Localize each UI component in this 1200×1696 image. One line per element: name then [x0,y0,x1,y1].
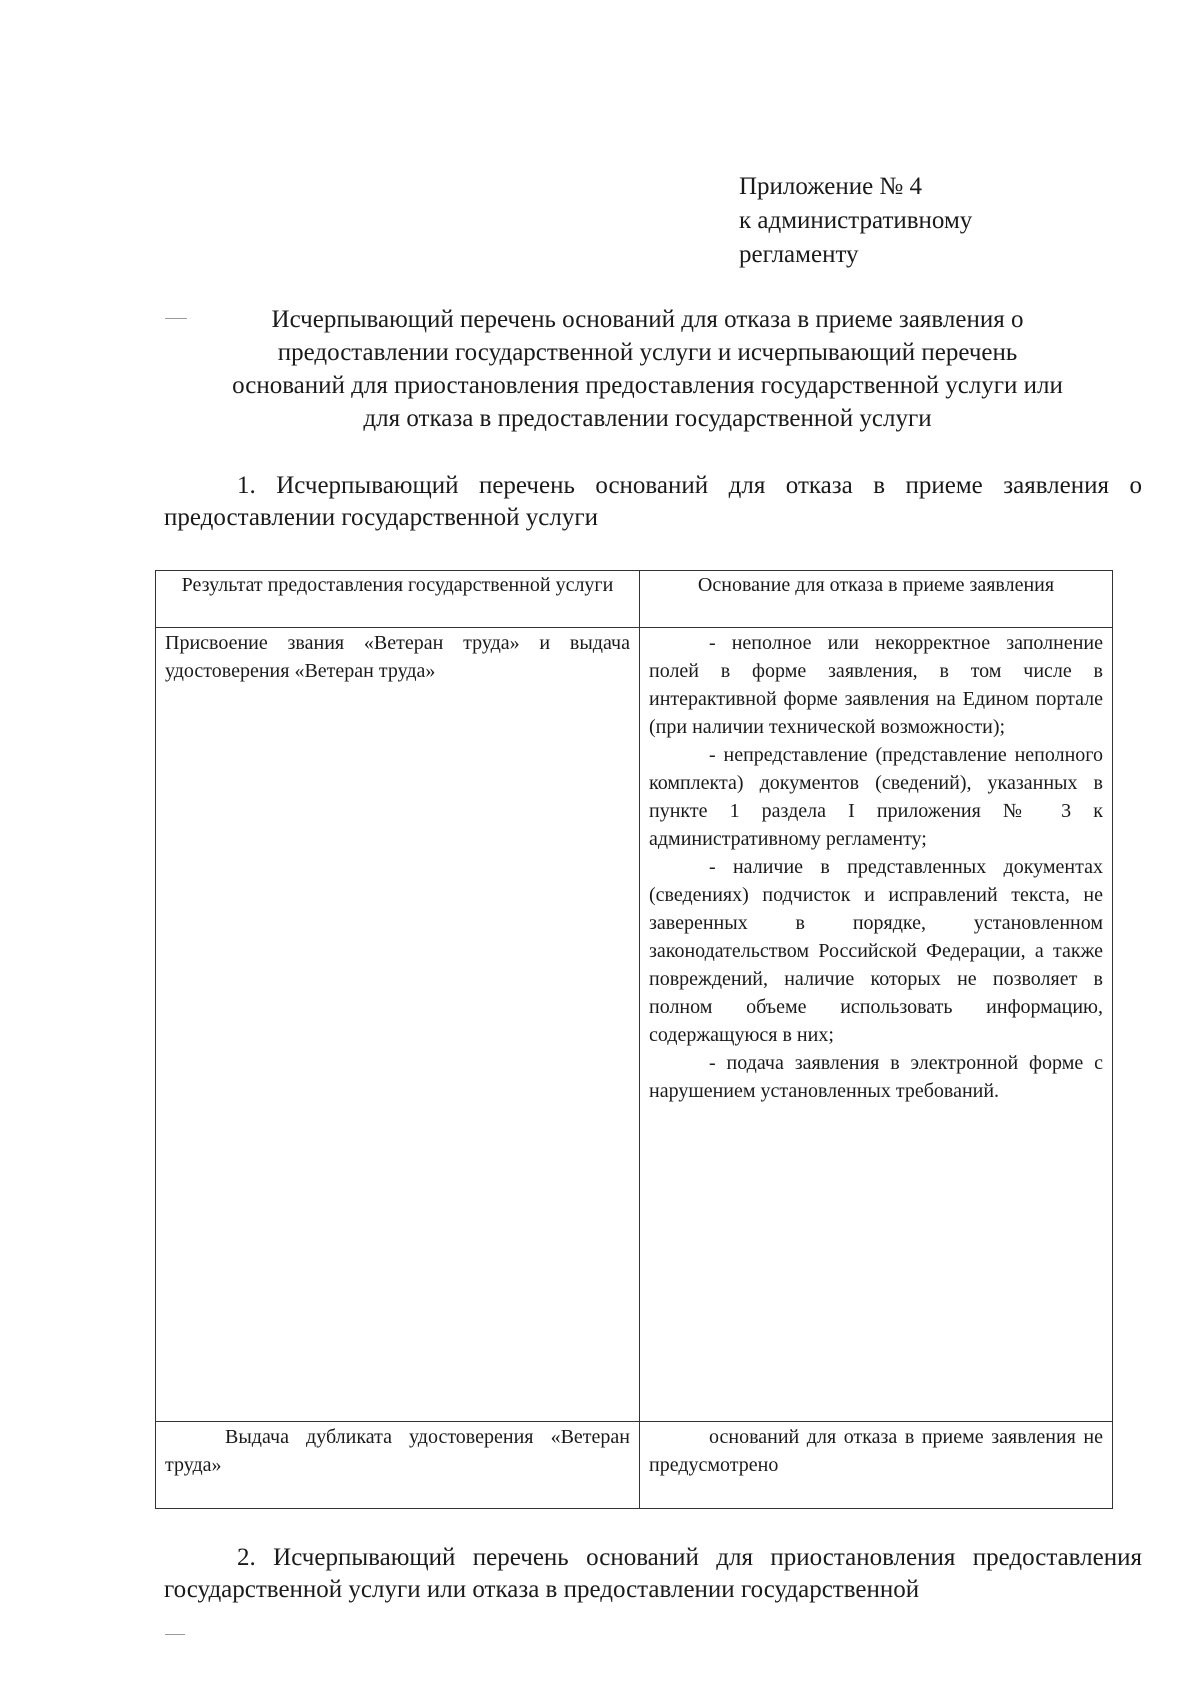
appendix-number: Приложение № 4 [739,173,923,200]
table-row [156,1422,1113,1509]
title-line: Исчерпывающий перечень оснований для отказа в приеме заявления о [271,306,1024,333]
table-row [156,628,1113,1422]
header-grounds: Основание для отказа в приеме заявления [640,571,1113,628]
cell-result: Присвоение звания «Ветеран труда» и выдача удостоверения «Ветеран труда» [156,628,640,1422]
cell-grounds [640,1422,1113,1509]
refusal-grounds-table [155,570,1113,1509]
appendix-reference-cont: регламенту [739,241,859,268]
section-1-heading: 1. Исчерпывающий перечень оснований для отказа в приеме заявления о предоставлении государственной услуги [164,472,1142,531]
appendix-reference: к административному [739,207,973,234]
appendix-heading [739,170,972,272]
title-line: оснований для приостановления предоставления государственной услуги или [232,372,1063,399]
table-header-row [156,571,1113,628]
document-title [160,303,1135,435]
cell-result: Выдача дубликата удостоверения «Ветеран труда» [156,1422,640,1509]
ground-item: - неполное или некорректное заполнение полей в форме заявления, в том числе в интерактивной форме заявления на Едином портале (при наличии технической возможности); [649,632,1103,738]
title-line: для отказа в предоставлении государственной услуги [363,405,932,432]
cell-grounds [640,628,1113,1422]
header-result: Результат предоставления государственной услуги [156,571,640,628]
scan-mark [165,1634,185,1635]
ground-item: - наличие в представленных документах (сведениях) подчисток и исправлений текста, не заверенных в порядке, установленном законодательством Российской Федерации, а также повреждений, наличие которых не позволяет в полном объеме использовать информацию, содержащуюся в них; [649,856,1103,1046]
ground-item: оснований для отказа в приеме заявления не предусмотрено [649,1426,1103,1476]
section-2-heading: 2. Исчерпывающий перечень оснований для приостановления предоставления государственной услуги или отказа в предоставлении государственной [164,1544,1142,1603]
title-line: предоставлении государственной услуги и исчерпывающий перечень [277,339,1018,366]
ground-item: - непредставление (представление неполного комплекта) документов (сведений), указанных в пункте 1 раздела I приложения № 3 к административному регламенту; [649,744,1103,850]
ground-item: - подача заявления в электронной форме с нарушением установленных требований. [649,1052,1103,1102]
